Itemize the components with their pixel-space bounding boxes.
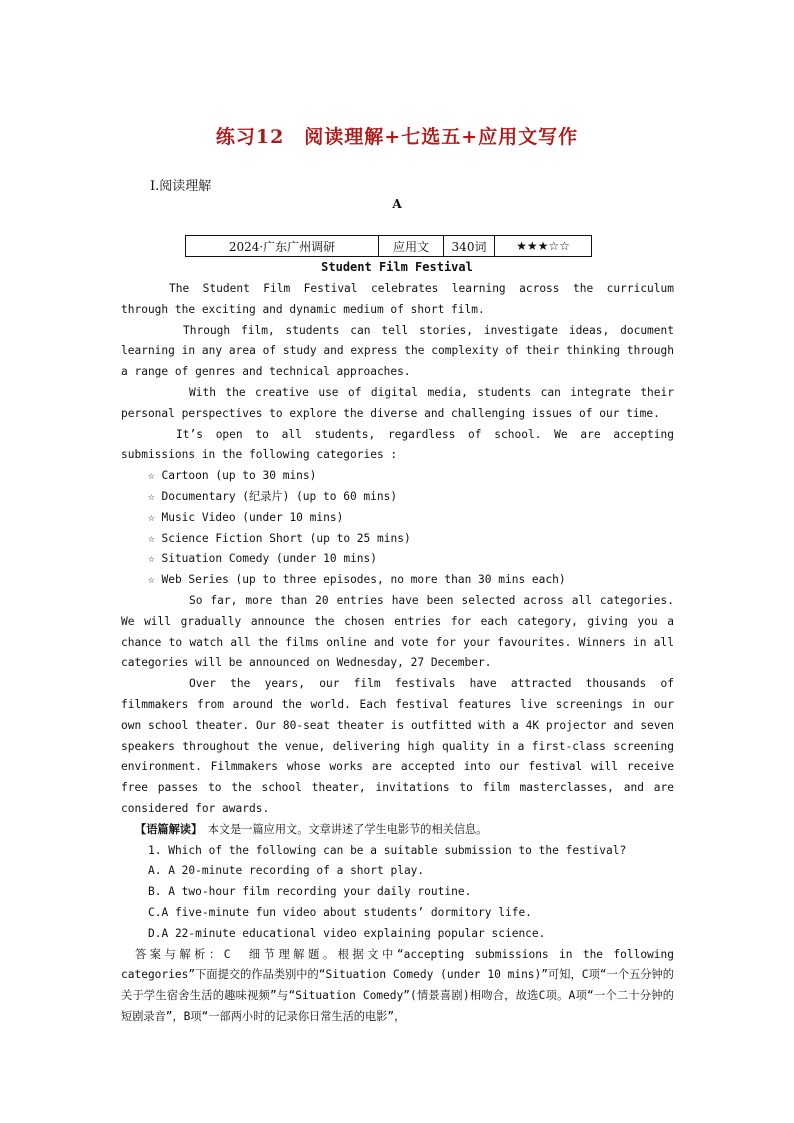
category-item: ☆ Cartoon (up to 30 mins): [148, 469, 317, 483]
analysis-text: 本文是一篇应用文。文章讲述了学生电影节的相关信息。: [196, 822, 488, 836]
option-b: B. A two-hour film recording your daily routine.: [148, 885, 472, 899]
passage-letter: A: [392, 197, 402, 211]
source-cell: 2024·广东广州调研: [186, 236, 379, 257]
table-row: [186, 236, 592, 257]
difficulty-cell: ★★★☆☆: [495, 236, 592, 257]
passage-body: [121, 279, 674, 1028]
page-title: 练习12 阅读理解+七选五+应用文写作: [215, 126, 579, 148]
question-stem: 1. Which of the following can be a suitable submission to the festival?: [148, 843, 627, 857]
category-item: ☆ Web Series (up to three episodes, no more than 30 mins each): [148, 573, 566, 587]
answer-explanation: 答案与解析：C 细节理解题。根据文中“accepting submissions in the following categories”下面提交的作品类别中的“Situation Comedy (under 10 mins)”可知，C项“一个五分钟的关于学生宿舍生活的趣味视频”与“Situation Comedy”(情景喜剧)相吻合，故选C项。A项“一个二十分钟的短剧录音”，B项“一部两小时的记录你日常生活的电影”，: [121, 947, 674, 1023]
section-heading: Ⅰ.阅读理解: [150, 179, 212, 194]
option-a: A. A 20-minute recording of a short play.: [148, 864, 425, 878]
word-count-cell: 340词: [444, 236, 495, 257]
option-d: D.A 22-minute educational video explaining popular science.: [148, 926, 546, 940]
option-c: C.A five-minute fun video about students’ dormitory life.: [148, 905, 532, 919]
discourse-analysis: [121, 820, 674, 841]
category-item: ☆ Situation Comedy (under 10 mins): [148, 552, 378, 566]
genre-cell: 应用文: [379, 236, 444, 257]
category-item: ☆ Music Video (under 10 mins): [148, 510, 344, 524]
paragraph: With the creative use of digital media, students can integrate their personal perspectives to explore the diverse and challenging issues of our time.: [121, 385, 674, 420]
paragraph: It’s open to all students, regardless of school. We are accepting submissions in the following categories :: [121, 427, 674, 462]
passage-info-table: [185, 235, 592, 257]
paragraph: The Student Film Festival celebrates learning across the curriculum through the exciting and dynamic medium of short film.: [121, 282, 674, 316]
passage-title: Student Film Festival: [321, 260, 473, 274]
paragraph: So far, more than 20 entries have been selected across all categories. We will gradually announce the chosen entries for each category, giving you a chance to watch all the films online and vote for your favourites. Winners in all categories will be announced on Wednesday, 27 December.: [121, 593, 674, 670]
category-item: ☆ Science Fiction Short (up to 25 mins): [148, 531, 411, 545]
paragraph: Through film, students can tell stories, investigate ideas, document learning in any area of study and express the complexity of their thinking through a range of genres and technical approaches.: [121, 323, 674, 379]
paragraph: Over the years, our film festivals have attracted thousands of filmmakers from around the world. Each festival features live screenings in our own school theater. Our 80-seat theater is outfitted with a 4K projector and seven speakers throughout the venue, delivering high quality in a first-class screening environment. Filmmakers whose works are accepted into our festival will receive free passes to the school theater, invitations to film masterclasses, and are considered for awards.: [121, 677, 674, 815]
category-item: ☆ Documentary (纪录片) (up to 60 mins): [148, 489, 398, 503]
analysis-head: 【语篇解读】: [135, 822, 197, 836]
